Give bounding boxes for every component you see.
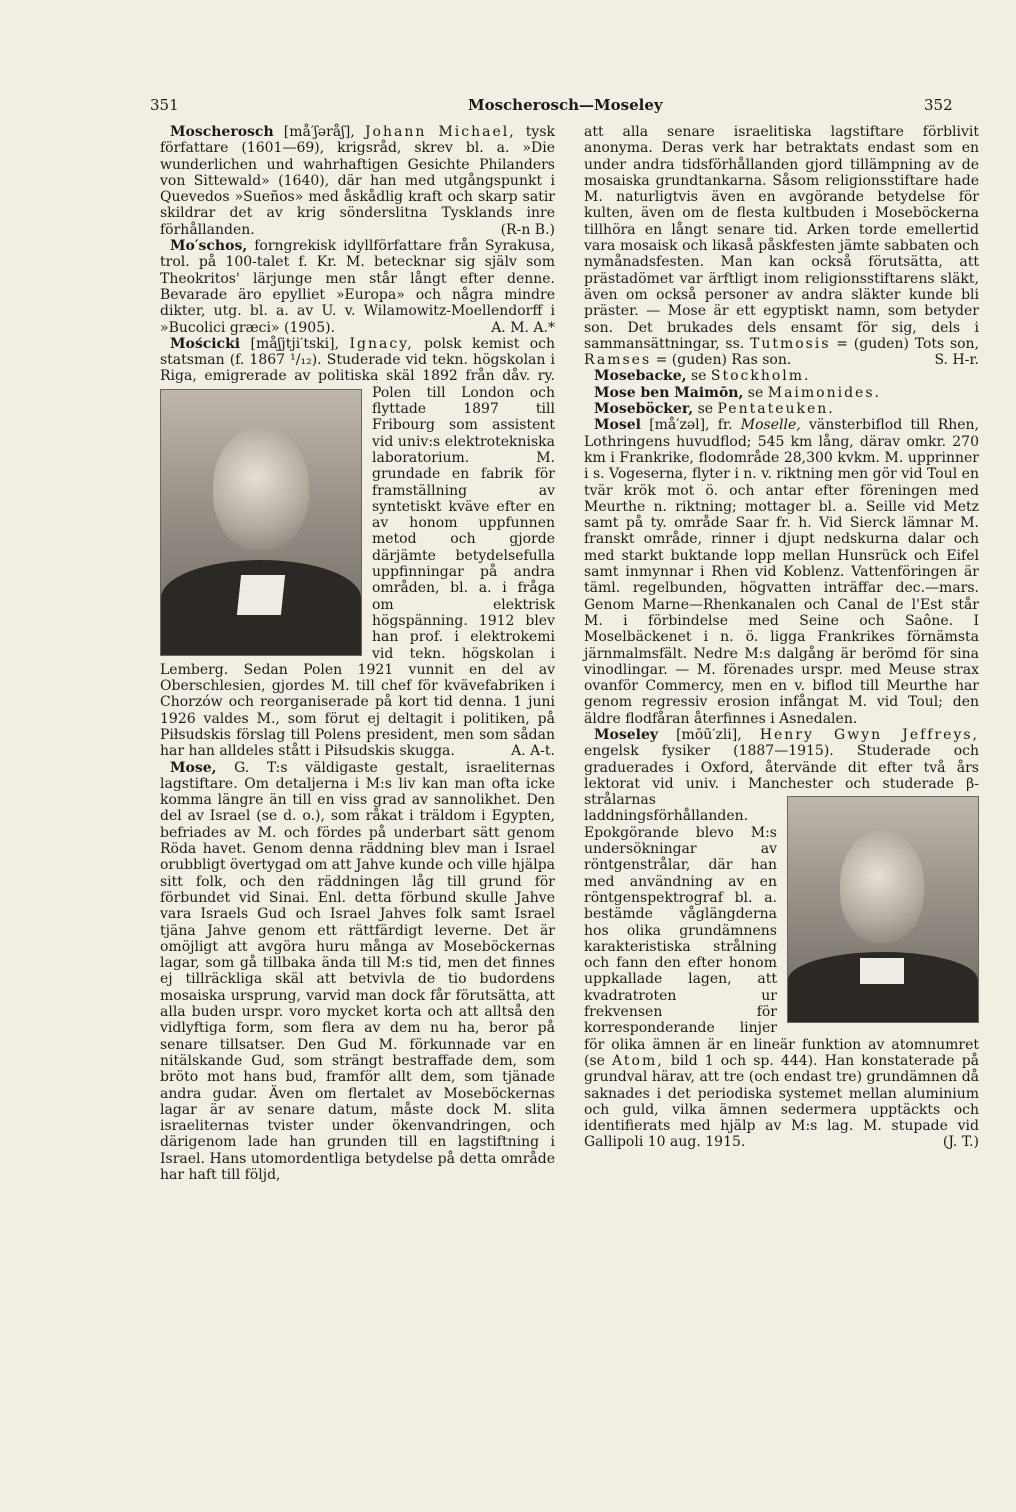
headword: Mosel: [594, 417, 641, 434]
headword: Mo′schos,: [170, 238, 248, 255]
headword: Mościcki: [170, 335, 241, 352]
entry-moseley: [584, 727, 979, 1151]
cross-ref-name: Ramses: [584, 352, 652, 369]
headword: Moseley: [594, 726, 658, 743]
cross-reference-link[interactable]: Atom,: [612, 1052, 664, 1069]
headword: Mosebacke,: [594, 368, 687, 385]
entry-body: vänsterbiflod till Rhen, Lothringens huvudflod; 545 km lång, därav omkr. 270 km i Frankrike, flodområde 28,300 kvkm. M. upprinner i s. Vogeserna, flyter i n. v. riktning men gör vid Toul en tvär krök mot ö. och antar efter föreningen med Meurthe n. riktning; mottager bl. a. Seille vid Metz samt på ty. område Saar fr. h. Vid Sierck lämnar M. franskt område, rinner i djupt nedskurna dalar och med starkt buktande lopp mellan Hunsrück och Eifel samt inmynnar i Rhen vid Koblenz. Vattenföringen är täml. regelbunden, högvatten inträffar dec.—mars. Genom Marne—Rhenkanalen och Canal de l'Est står M. i förbindelse med Seine och Saône. I Moselbäckenet i n. ö. ligga Frankrikes förnämsta järnmalmsfält. Nedre M:s dalgång är berömd för sina vinodlingar. — M. förenades urspr. med Meuse strax ovanför Commercy, men en v. biflod till Meurthe har genom regressiv erosion infångat M. vid Toul; den äldre flodfåran återfinnes i Asnedalen.: [584, 417, 979, 727]
pronunciation: [måʃjtji′tski],: [250, 335, 340, 352]
page-number-left: 351: [150, 96, 179, 114]
entry-body: att alla senare israelitiska lagstiftare förblivit anonyma. Deras verk har betraktats endast som en under andra tidsförhållanden gjord tillämpning av de mosaiska grundtankarna. Såsom religionsstiftare hade M. naturligtvis även en avgörande betydelse för kulten, även om de flesta kultbuden i Moseböckerna tillhöra en långt senare tid. Arken torde emellertid vara mosaisk och likaså påskfesten jämte sabbaten och nymånadsfesten. Man kan också förutsätta, att prästadömet var ärftligt inom religionsstiftarens släkt, även om också personer av andra släkter kunde bli präster. — Mose är ett egyptiskt namn, som betyder son. Det brukades dels ensamt för sig, dels i sammansättningar, ss.: [584, 124, 979, 352]
headword: Mose,: [170, 759, 217, 776]
entry-body: = (guden) Ras son.: [655, 352, 792, 369]
see-label: se: [747, 384, 764, 401]
cross-ref-name: Tutmosis: [750, 335, 831, 352]
entry-body: bild 1 och sp. 444). Han konstaterade på grundval härav, att tre (och endast tre) grundämnen då saknades i det periodiska systemet mellan aluminium och guld, vilka ämnen sedermera upptäckts och identifierats med hjälp av M:s lag. M. stupade vid Gallipoli 10 aug. 1915.: [584, 1052, 980, 1151]
entry-body: och studerade β-strålarnas laddningsförhållanden. Epokgörande blevo M:s undersökningar av röntgenstrålar, där han med användning av en röntgenspektrograf bl. a. bestämde våglängderna hos olika grundämnens karakteristiska strålning och fann den efter honom uppkallade lagen, att kvadratroten ur frekvensen för korresponderande linjer för olika ämnen är en lineär funktion av atomnumret (se: [584, 775, 980, 1069]
entry-mosebacke: [584, 368, 979, 384]
entry-mose-continued: [584, 124, 979, 368]
headword: Moseböcker,: [594, 401, 694, 418]
portrait-moscicki: [160, 389, 362, 656]
cross-reference-link[interactable]: Pentateuken.: [717, 401, 835, 418]
right-column: [584, 124, 979, 1151]
author-signature: (J. T.): [942, 1134, 979, 1151]
entry-moschos: [160, 238, 555, 336]
entry-body: forngrekisk idyllförfattare från Syrakusa, trol. på 100-talet f. Kr. M. betecknar sig själv som Theokritos' lärjunge men står långt efter denne. Bevarade äro epylliet »Europa» och några mindre dikter, utg. bl. a. av U. v. Wilamowitz-Moellendorff i »Bucolici græci» (1905).: [160, 238, 555, 336]
running-title: Moscherosch—Moseley: [468, 96, 663, 114]
pronunciation: [mōū′zli],: [676, 726, 742, 743]
person-name: Ignacy,: [349, 335, 414, 352]
entry-body: = (guden) Tots son,: [836, 335, 980, 352]
author-signature: S. H-r.: [934, 352, 979, 369]
page-header: [0, 96, 1016, 120]
entry-body: tysk författare (1601—69), krigsråd, skrev bl. a. »Die wunderlichen und wahrhaftigen Gesichte Philanders von Sittewald» (1640), där han med utgångspunkt i Quevedos »Sueños» med åskådlig kraft och skarp satir skildrar det av krig sönderslitna Tysklands inre förhållanden.: [160, 124, 555, 238]
entry-body: G. T:s väldigaste gestalt, israeliternas lagstiftare. Om detaljerna i M:s liv kan man ofta icke komma längre än till en viss grad av sannolikhet. Den del av Israel (se d. o.), som råkat i träldom i Egypten, befriades av M. och fördes på underbart sätt genom Röda havet. Genom denna räddning blev man i Israel orubbligt övertygad om att Jahve kunde och ville hjälpa sitt folk, och den räddningen låg till grund för förbundet vid Sinai. Enl. detta förbund skulle Jahve vara Israels Gud och Israel Jahves folk samt Israel tjäna Jahve genom ett rättfärdigt leverne. Det är omöjligt att avgöra huru många av Moseböckernas lagar, som gå tillbaka ända till M:s tid, men det finnes ej tillräckliga skäl att betvivla de tio budordens mosaiska ursprung, varvid man dock får förutsätta, att alla buden urspr. voro mycket korta och att alltså den vidlyftiga form, som flera av dem nu ha, beror på senare tillsatser. Den Gud M. förkunnade var en nitälskande Gud, som strängt bestraffade dem, som bröto mot hans bud, framför allt dem, som tjänade andra gudar. Även om flertalet av Moseböckernas lagar är av senare datum, måste dock M. slita israeliternas tvister under ökenvandringen, och därigenom lade han grunden till en lagstiftning i Israel. Hans utomordentliga betydelse på detta område har haft till följd,: [160, 759, 556, 1183]
entry-moscicki: [160, 336, 555, 760]
person-name: Henry Gwyn Jeffreys,: [759, 726, 980, 743]
entry-body: engelsk fysiker (1887—1915). Studerade och graduerades i Oxford, återvände dit efter två års lektorat vid univ. i Manchester: [584, 743, 979, 792]
author-signature: A. A-t.: [511, 743, 555, 760]
person-name: Johann Michael,: [364, 124, 516, 140]
portrait-moseley: [787, 796, 979, 1023]
pronunciation: [må′zəl], fr.: [649, 417, 733, 434]
author-signature: A. M. A.*: [491, 319, 555, 336]
left-column: [160, 124, 555, 1183]
entry-moseböcker: [584, 401, 979, 417]
headword: Moscherosch: [170, 124, 274, 140]
entry-body: polsk kemist och statsman (f. 1867 ¹/₁₂). Studerade vid tekn. högskolan i Riga, emigrerade av politiska skäl 1892 från dåv. ry. Polen till: [160, 335, 556, 401]
entry-mosel: [584, 417, 979, 727]
entry-mose: [160, 760, 555, 1184]
pronunciation: [må′ʃəråʃ],: [283, 124, 355, 140]
cross-reference-link[interactable]: Maimonides.: [767, 384, 881, 401]
headword: Mose ben Maimōn,: [594, 384, 744, 401]
see-label: se: [690, 368, 707, 385]
entry-moscherosch: [160, 124, 555, 238]
page-number-right: 352: [924, 96, 953, 114]
author-signature: (R-n B.): [500, 221, 555, 238]
alternate-name: Moselle,: [740, 417, 801, 434]
entry-mose-ben-maimon: [584, 385, 979, 401]
see-label: se: [697, 401, 714, 418]
entry-body: London och flyttade 1897 till Fribourg som assistent vid univ:s elektrotekniska laboratorium. M. grundade en fabrik för framställning av syntetiskt kväve efter en av honom uppfunnen metod och gjorde därjämte betydelsefulla uppfinningar på andra områden, bl. a. i fråga om elektrisk högspänning. 1912 blev han prof. i elektrokemi vid tekn. högskolan i Lemberg. Sedan Polen 1921 vunnit en del av Oberschlesien, gjordes M. till chef för kvävefabriken i Chorzów och reorganiserade på kort tid denna. 1 juni 1926 valdes M., som förut ej deltagit i politiken, på Piłsudskis förslag till Polens president, men som sådan har han alldeles stått i Piłsudskis skugga.: [160, 384, 556, 760]
cross-reference-link[interactable]: Stockholm.: [710, 368, 811, 385]
